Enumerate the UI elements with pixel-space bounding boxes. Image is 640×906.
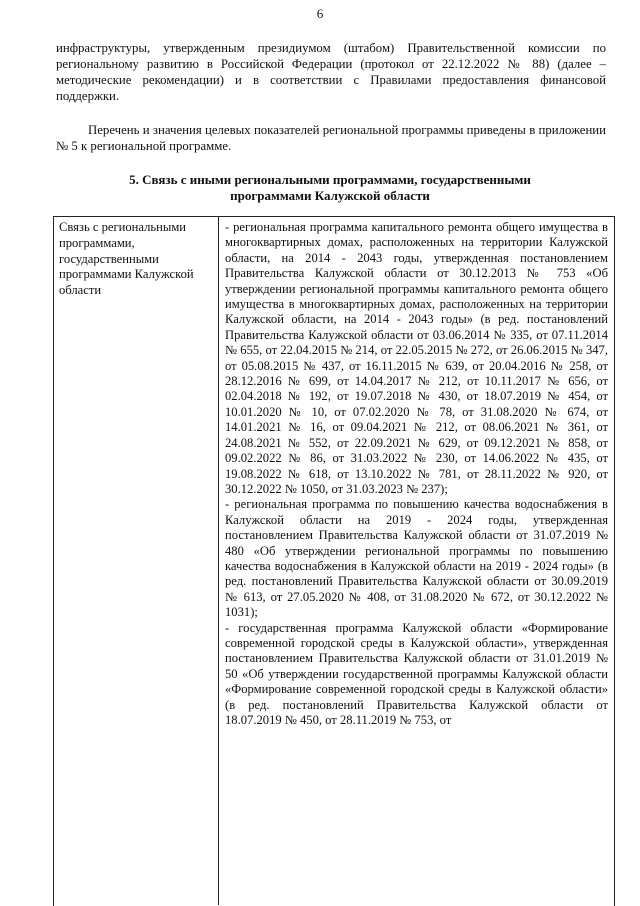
table-right-cell xyxy=(225,220,608,728)
program-item-water-supply: - региональная программа по повышению качества водоснабжения в Калужской области на 2019 - 2024 годы, утвержденная постановлением Правительства Калужской области от 31.07.2019 № 480 «Об утверждении региональной программы по повышению качества водоснабжения в Калужской области на 2019 - 2024 годы» (в ред. постановлений Правительства Калужской области от 30.09.2019 № 613, от 27.05.2020 № 408, от 31.08.2020 № 672, от 30.12.2022 № 1031); xyxy=(225,497,608,620)
program-item-urban-environment: - государственная программа Калужской области «Формирование современной городской среды в Калужской области», утвержденная постановлением Правительства Калужской области от 31.01.2019 № 50 «Об утверждении государственной программы Калужской области «Формирование современной городской среды в Калужской области» (в ред. постановлений Правительства Калужской области от 18.07.2019 № 450, от 28.11.2019 № 753, от xyxy=(225,620,608,727)
program-item-capital-repair: - региональная программа капитального ремонта общего имущества в многоквартирных домах, расположенных на территории Калужской области, на 2014 - 2043 годы, утвержденная постановлением Правительства Калужской области от 30.12.2013 № 753 «Об утверждении региональной программы капитального ремонта общего имущества в многоквартирных домах, расположенных на территории Калужской области, на 2014 - 2043 годы» (в ред. постановлений Правительства Калужской области от 03.06.2014 № 335, от 07.11.2014 № 655, от 22.04.2015 № 214, от 22.05.2015 № 272, от 26.06.2015 № 347, от 05.08.2015 № 437, от 16.11.2015 № 639, от 20.04.2016 № 258, от 28.12.2016 № 699, от 14.04.2017 № 212, от 10.11.2017 № 656, от 02.04.2018 № 192, от 19.07.2018 № 430, от 18.07.2019 № 454, от 10.01.2020 № 10, от 07.02.2020 № 78, от 31.08.2020 № 674, от 14.01.2021 № 16, от 09.04.2021 № 212, от 08.06.2021 № 361, от 24.08.2021 № 552, от 22.09.2021 № 629, от 09.12.2021 № 858, от 09.02.2022 № 86, от 31.03.2022 № 230, от 14.06.2022 № 435, от 19.08.2022 № 618, от 13.10.2022 № 781, от 28.11.2022 № 920, от 30.12.2022 № 1050, от 31.03.2023 № 237); xyxy=(225,220,608,496)
page-number: 6 xyxy=(316,6,324,21)
table-left-cell: Связь с региональными программами, государственными программами Калужской области xyxy=(59,220,194,298)
table-column-divider xyxy=(218,216,219,905)
paragraph-continuation: инфраструктуры, утвержденным президиумом (штабом) Правительственной комиссии по региональному развитию в Российской Федерации (протокол от 22.12.2022 № 88) (далее – методические рекомендации) и в соответствии с Правилами предоставления финансовой поддержки. xyxy=(56,41,606,103)
section-title: 5. Связь с иными региональными программами, государственными программами Калужской области xyxy=(129,172,531,203)
paragraph-target-indicators: Перечень и значения целевых показателей региональной программы приведены в приложении № 5 к региональной программе. xyxy=(56,123,606,153)
